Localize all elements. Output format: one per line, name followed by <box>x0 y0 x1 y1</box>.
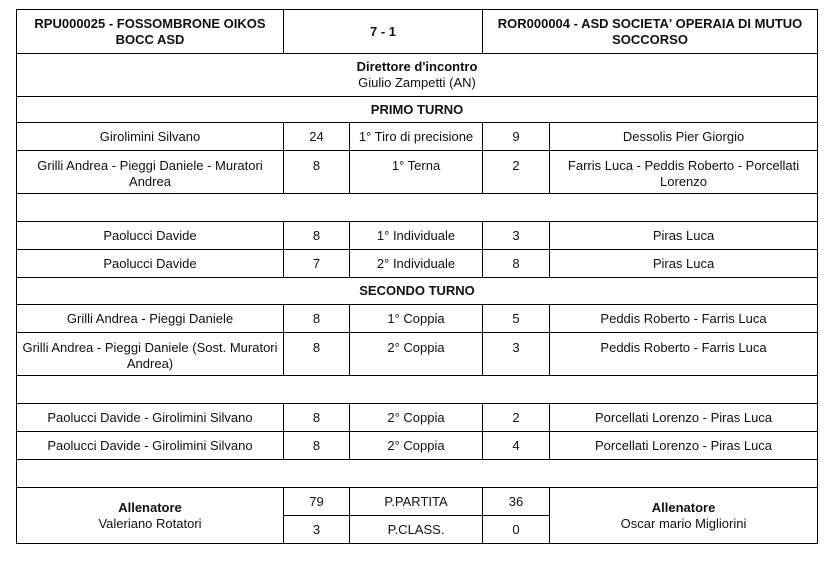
away-score: 4 <box>483 432 550 460</box>
event-name: 1° Coppia <box>350 305 483 333</box>
away-score: 3 <box>483 222 550 250</box>
home-score: 8 <box>284 333 350 376</box>
away-score: 5 <box>483 305 550 333</box>
secondo-turno-title: SECONDO TURNO <box>17 278 818 305</box>
header-row <box>17 10 818 54</box>
away-coach-label: Allenatore <box>651 499 716 515</box>
spacer-cell <box>17 376 818 404</box>
director-name: Giulio Zampetti (AN) <box>358 75 476 90</box>
p-class-home: 3 <box>284 516 350 544</box>
home-player: Paolucci Davide - Girolimini Silvano <box>17 404 284 432</box>
away-score: 2 <box>483 151 550 194</box>
section-title-row <box>17 97 818 123</box>
footer-row <box>17 488 818 516</box>
home-score: 24 <box>284 123 350 151</box>
home-player: Paolucci Davide - Girolimini Silvano <box>17 432 284 460</box>
event-name: 2° Coppia <box>350 404 483 432</box>
away-score: 8 <box>483 250 550 278</box>
home-score: 8 <box>284 404 350 432</box>
spacer-row <box>17 194 818 222</box>
home-player: Grilli Andrea - Pieggi Daniele <box>17 305 284 333</box>
home-coach-cell <box>17 488 284 544</box>
table-row <box>17 333 818 376</box>
event-name: 2° Individuale <box>350 250 483 278</box>
away-coach-name: Oscar mario Migliorini <box>620 515 747 531</box>
away-player: Porcellati Lorenzo - Piras Luca <box>550 432 818 460</box>
section-title-row <box>17 278 818 305</box>
home-player: Grilli Andrea - Pieggi Daniele (Sost. Muratori Andrea) <box>17 333 284 376</box>
table-row <box>17 305 818 333</box>
director-row <box>17 54 818 97</box>
home-score: 8 <box>284 305 350 333</box>
spacer-cell <box>17 194 818 222</box>
away-player: Farris Luca - Peddis Roberto - Porcellati Lorenzo <box>550 151 818 194</box>
match-report-table <box>16 9 818 544</box>
home-player: Girolimini Silvano <box>17 123 284 151</box>
table-row <box>17 222 818 250</box>
table-row <box>17 123 818 151</box>
event-name: 1° Individuale <box>350 222 483 250</box>
away-player: Peddis Roberto - Farris Luca <box>550 305 818 333</box>
p-partita-away: 36 <box>483 488 550 516</box>
primo-turno-title: PRIMO TURNO <box>17 97 818 123</box>
away-coach-cell <box>550 488 818 544</box>
spacer-row <box>17 460 818 488</box>
event-name: 1° Tiro di precisione <box>350 123 483 151</box>
away-player: Piras Luca <box>550 250 818 278</box>
table-row <box>17 250 818 278</box>
home-score: 8 <box>284 222 350 250</box>
p-partita-home: 79 <box>284 488 350 516</box>
away-score: 3 <box>483 333 550 376</box>
table-row <box>17 432 818 460</box>
home-player: Paolucci Davide <box>17 222 284 250</box>
match-score: 7 - 1 <box>284 10 483 54</box>
away-player: Porcellati Lorenzo - Piras Luca <box>550 404 818 432</box>
away-score: 9 <box>483 123 550 151</box>
director-cell <box>17 54 818 97</box>
table-row <box>17 151 818 194</box>
p-class-away: 0 <box>483 516 550 544</box>
home-team: RPU000025 - FOSSOMBRONE OIKOS BOCC ASD <box>17 10 284 54</box>
p-partita-label: P.PARTITA <box>350 488 483 516</box>
event-name: 1° Terna <box>350 151 483 194</box>
away-player: Peddis Roberto - Farris Luca <box>550 333 818 376</box>
away-score: 2 <box>483 404 550 432</box>
home-player: Grilli Andrea - Pieggi Daniele - Muratori Andrea <box>17 151 284 194</box>
director-label: Direttore d'incontro <box>356 59 478 74</box>
home-player: Paolucci Davide <box>17 250 284 278</box>
event-name: 2° Coppia <box>350 432 483 460</box>
table-row <box>17 404 818 432</box>
event-name: 2° Coppia <box>350 333 483 376</box>
away-player: Piras Luca <box>550 222 818 250</box>
spacer-row <box>17 376 818 404</box>
home-coach-label: Allenatore <box>118 499 182 515</box>
home-score: 8 <box>284 432 350 460</box>
p-class-label: P.CLASS. <box>350 516 483 544</box>
home-score: 8 <box>284 151 350 194</box>
away-player: Dessolis Pier Giorgio <box>550 123 818 151</box>
away-team: ROR000004 - ASD SOCIETA' OPERAIA DI MUTUO SOCCORSO <box>483 10 818 54</box>
home-score: 7 <box>284 250 350 278</box>
home-coach-name: Valeriano Rotatori <box>98 515 202 531</box>
spacer-cell <box>17 460 818 488</box>
